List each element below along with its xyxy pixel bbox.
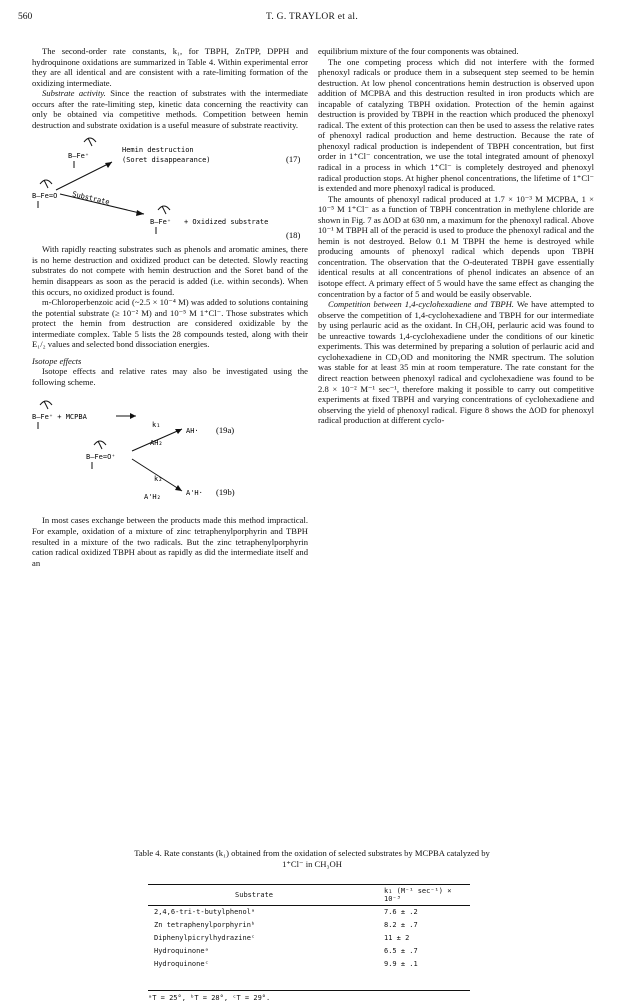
substrate-cell: Hydroquinoneᵃ (154, 947, 209, 955)
running-authors: T. G. TRAYLOR et al. (265, 12, 359, 22)
table-row (148, 906, 470, 920)
paragraph: m-Chloroperbenzoic acid (~2.5 × 10⁻⁴ M) was added to solutions containing the potential substrate (≥ 10⁻² M) and 10⁻⁵ M 1⁺Cl⁻. Those substrates which protect the hemin from destruction are considered oxidizable by the intermediate complex. Table 5 lists the 28 compounds tested, along with their E₁/₂ values and selected bond dissociation energies. (32, 297, 308, 350)
product-fe-plus: B—Fe⁺ (150, 218, 172, 227)
ah2-label: AH₂ (150, 439, 163, 448)
paragraph: The second-order rate constants, k₁, for TBPH, ZnTPP, DPPH and hydroquinone oxidations are summarized in Table 4. Within experimental error they are all identical and are consistent with a rate-limiting formation of the oxidizing intermediate. (32, 46, 308, 88)
table-row (148, 958, 470, 971)
paragraph: With rapidly reacting substrates such as phenols and aromatic amines, there is no heme destruction and oxidized product can be detected. Slowly reacting substrates do not compete with hemin destruction and the Soret band of the hemin disappears as soon as the peracid is added (i.e. within seconds). When this occurs, no oxidized product is found. (32, 244, 308, 297)
aprimeh2-label: A'H₂ (144, 493, 161, 502)
k1-cell: 7.6 ± .2 (384, 908, 418, 916)
product-1: AH· (186, 427, 199, 436)
equation-number-19b: (19b) (216, 487, 235, 498)
scheme-drawing-19 (32, 387, 308, 515)
equation-number-17: (17) (286, 154, 301, 165)
column-header-substrate: Substrate (148, 885, 354, 906)
column-header-k1: k₁ (M⁻¹ sec⁻¹) × 10⁻³ (354, 885, 470, 906)
table-4 (0, 848, 624, 1002)
table-caption-line2: 1⁺Cl⁻ in CH₃OH (282, 858, 342, 869)
paragraph: In most cases exchange between the products made this method impractical. For example, oxidation of a mixture of zinc tetraphenylporphyrin and TBPH resulted in a mixture of the two radicals. But the zinc tetraphenylporphyrin cation radical oxidized TBPH about as rapidly as did the intermediate itself and an (32, 515, 308, 568)
subsection-title: Substrate activity. (42, 88, 106, 99)
left-column (32, 46, 308, 568)
paragraph: equilibrium mixture of the four components was obtained. (318, 46, 519, 56)
paragraph-body: We have attempted to observe the competition of 1,4-cyclohexadiene and TBPH for our intermediate by using perlauric acid as the oxidant. In CH₃OH, perlauric acid was found to be unreactive towards 1,4-cyclohexadiene under the conditions of our kinetic experiments. This was determined by preparing a solution of perlauric acid and cyclohexadiene in CD₃OD and monitoring the NMR spectrum. The solution was stable for at least 35 min at room temperature. The rate constant for the direct reaction between phenoxyl radical and cyclohexadiene was found to be 2.8 × 10⁻² M⁻¹ sec⁻¹, therefore making it possible to carry out competitive experiments at fixed TBPH and varying concentrations of cyclohexadiene and observing the yield of phenoxyl radical. Figure 8 shows the ΔOD for phenoxyl radical production at different cyclo- (318, 299, 595, 426)
iron-oxo: B—Fe=O (32, 192, 58, 201)
rate-constants-table (148, 884, 470, 971)
subsection-title: Competition between 1,4-cyclohexadiene and TBPH. (328, 299, 514, 310)
product-2: A'H· (186, 489, 203, 498)
substrate-label: Substrate (71, 190, 111, 207)
soret-label: (Soret disappearance) (122, 156, 211, 165)
equation-number-19a: (19a) (216, 425, 235, 436)
table-header-row (148, 885, 470, 906)
table-footnote: ᵃT = 25°, ᵇT = 28°, ᶜT = 29°. (148, 990, 470, 1002)
paragraph (32, 88, 308, 130)
k1-cell: 11 ± 2 (384, 934, 410, 942)
table-caption-line1: Table 4. Rate constants (k₁) obtained from the oxidation of selected substrates by MCPBA catalyzed by (134, 848, 490, 858)
paragraph (318, 299, 594, 426)
substrate-cell: 2,4,6-tri-t-butylphenolᵃ (154, 908, 256, 916)
table-row (148, 919, 470, 932)
k2-label: k₂ (154, 475, 163, 484)
k1-cell: 8.2 ± .7 (384, 921, 418, 929)
page-number: 560 (18, 12, 33, 22)
paragraph: Isotope effects and relative rates may also be investigated using the following scheme. (32, 366, 308, 387)
k1-label: k₁ (152, 421, 161, 430)
substrate-cell: Diphenylpicrylhydrazineᶜ (154, 934, 256, 942)
scheme-drawing (32, 130, 308, 244)
substrate-cell: Hydroquinoneᶜ (154, 960, 209, 968)
table-row (148, 932, 470, 945)
right-column (318, 46, 594, 426)
table-row (148, 945, 470, 958)
substrate-cell: Zn tetraphenylporphyrinᵇ (154, 921, 256, 929)
hemin-fe-plus: B—Fe⁺ (68, 152, 90, 161)
paragraph: The one competing process which did not interfere with the formed phenoxyl radicals or produce them in a subsequent step seemed to be hemin destruction. At low phenol concentrations hemin destruction is observed upon addition of MCPBA and this destruction resulted in iron products which are incapable of catalyzing TBPH oxidation. Protection of the hemin against destruction is provided by TBPH in the reaction which produced the phenoxyl radical. The extent of this protection can then be used to assess the relative rates of phenoxyl radical production and heme destruction. Because the rate of phenoxyl radical production is independent of TBPH concentration, but first order in 1⁺Cl⁻ concentration, we use the total integrated amount of phenoxyl radical in a process in which 1⁺Cl⁻ is completely destroyed and phenoxyl radical production stops. At higher phenol concentrations, the lifetime of 1⁺Cl⁻ is extended and more phenoxyl radical is produced. (318, 56, 594, 194)
k1-cell: 6.5 ± .7 (384, 947, 418, 955)
k1-cell: 9.9 ± .1 (384, 960, 418, 968)
equation-number-18: (18) (286, 230, 301, 241)
running-header (0, 12, 624, 26)
isotope-heading: Isotope effects (32, 355, 82, 366)
reaction-scheme-17-18 (32, 130, 308, 244)
hemin-destruction-label: Hemin destruction (122, 146, 194, 155)
reactant-label: B—Fe⁺ + MCPBA (32, 413, 87, 422)
paragraph-body: Since the reaction of substrates with the intermediate occurs after the rate-limiting step, kinetic data concerning the reactivity can only be obtained via competitive methods. Competition between hemin destruction and substrate oxidation is a useful measure of substrate reactivity. (32, 88, 308, 130)
paragraph: The amounts of phenoxyl radical produced at 1.7 × 10⁻³ M MCPBA, 1 × 10⁻⁵ M 1⁺Cl⁻ as a function of TBPH concentration in methylene chloride are shown in Fig. 7 as ΔOD at 630 nm, a maximum for the phenoxyl radical. Above 10⁻¹ M TBPH all of the peracid is used to produce the phenoxyl radical and the hemin is not destroyed. Below 0.1 M TBPH the heme is destroyed while producing amounts of phenoxyl radical which depends upon TBPH concentration. The observation that the O-deuterated TBPH gave essentially identical results at all concentrations of phenol indicates an absence of an isotope effect. A primary effect of 5 would have the same effect as changing the concentration by a factor of 5 and would be easily observable. (318, 193, 594, 299)
reaction-scheme-19 (32, 387, 308, 515)
oxidized-substrate-label: + Oxidized substrate (184, 218, 269, 227)
table-caption (0, 848, 624, 869)
intermediate-label: B—Fe=O⁺ (86, 453, 116, 462)
